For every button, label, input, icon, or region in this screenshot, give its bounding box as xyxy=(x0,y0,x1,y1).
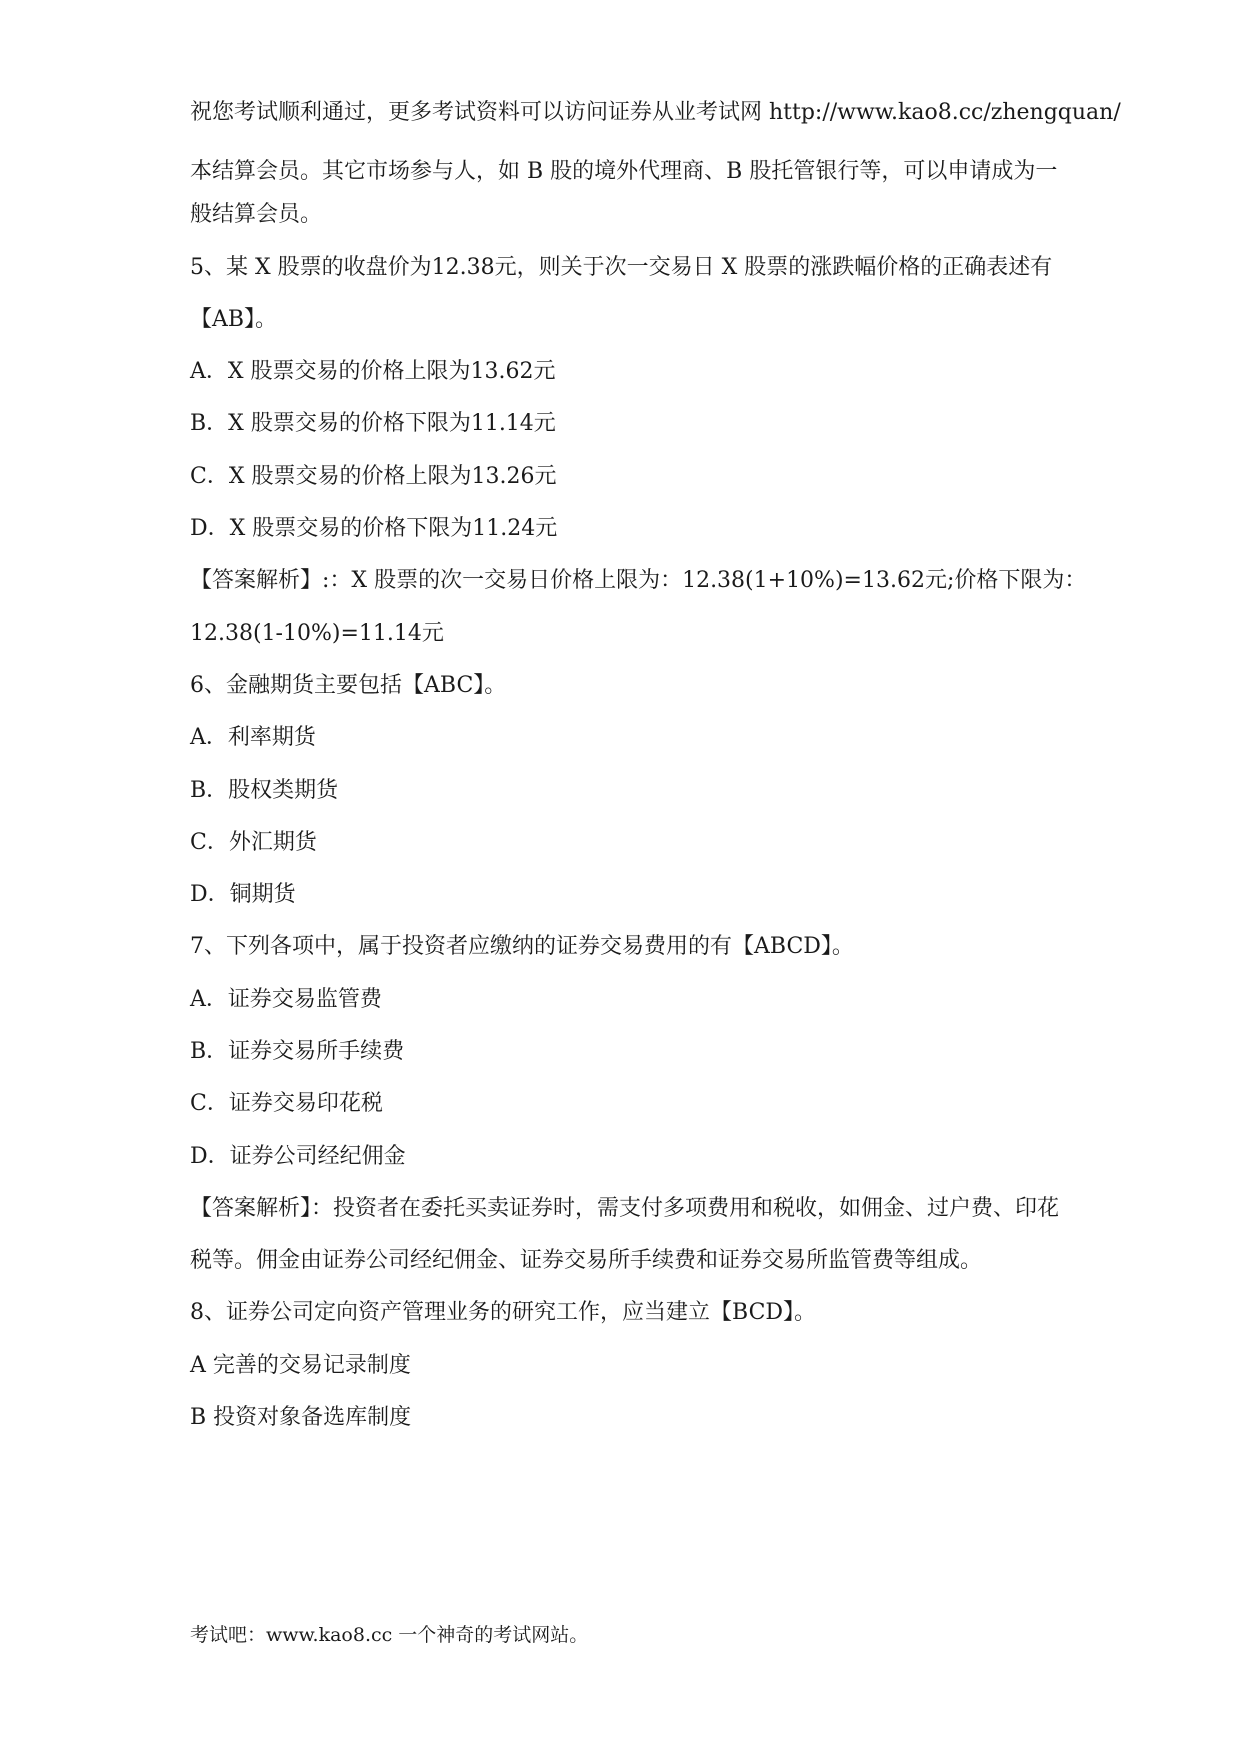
option-b: B．证券交易所手续费 xyxy=(190,1039,405,1064)
question-8: 8、证券公司定向资产管理业务的研究工作，应当建立【BCD】。 xyxy=(190,1300,817,1325)
option-c: C．外汇期货 xyxy=(190,830,317,855)
option-b: B．X 股票交易的价格下限为11.14元 xyxy=(190,411,556,436)
question-5: 5、某 X 股票的收盘价为12.38元，则关于次一交易日 X 股票的涨跌幅价格的正确表述有 xyxy=(190,255,1053,280)
page-footer-text: 考试吧：www.kao8.cc 一个神奇的考试网站。 xyxy=(190,1624,589,1646)
question-6: 6、金融期货主要包括【ABC】。 xyxy=(190,673,507,698)
question-5-answer: 【AB】。 xyxy=(190,307,278,332)
option-a: A．证券交易监管费 xyxy=(190,987,382,1012)
option-d: D．证券公司经纪佣金 xyxy=(190,1144,406,1169)
option-c: C．证券交易印花税 xyxy=(190,1091,383,1116)
option-b: B 投资对象备选库制度 xyxy=(190,1405,412,1430)
option-a: A 完善的交易记录制度 xyxy=(190,1353,411,1378)
text-line: 本结算会员。其它市场参与人，如 B 股的境外代理商、B 股托管银行等，可以申请成为一 xyxy=(190,159,1058,184)
option-a: A．X 股票交易的价格上限为13.62元 xyxy=(190,359,556,384)
option-b: B．股权类期货 xyxy=(190,778,339,803)
option-a: A．利率期货 xyxy=(190,725,316,750)
text-line: 般结算会员。 xyxy=(190,202,323,227)
option-c: C．X 股票交易的价格上限为13.26元 xyxy=(190,464,557,489)
option-d: D．X 股票交易的价格下限为11.24元 xyxy=(190,516,558,541)
answer-explanation-cont: 12.38(1-10%)=11.14元 xyxy=(190,621,444,646)
answer-explanation-cont: 税等。佣金由证券公司经纪佣金、证券交易所手续费和证券交易所监管费等组成。 xyxy=(190,1248,983,1273)
option-d: D．铜期货 xyxy=(190,882,296,907)
answer-explanation: 【答案解析】:：X 股票的次一交易日价格上限为：12.38(1+10%)=13.62元;价格下限为： xyxy=(190,568,1087,593)
answer-explanation: 【答案解析】：投资者在委托买卖证券时，需支付多项费用和税收，如佣金、过户费、印花 xyxy=(190,1196,1060,1221)
page-header-text: 祝您考试顺利通过，更多考试资料可以访问证券从业考试网 http://www.kao8.cc/zhengquan/ xyxy=(190,100,1121,125)
question-7: 7、下列各项中，属于投资者应缴纳的证券交易费用的有【ABCD】。 xyxy=(190,934,854,959)
